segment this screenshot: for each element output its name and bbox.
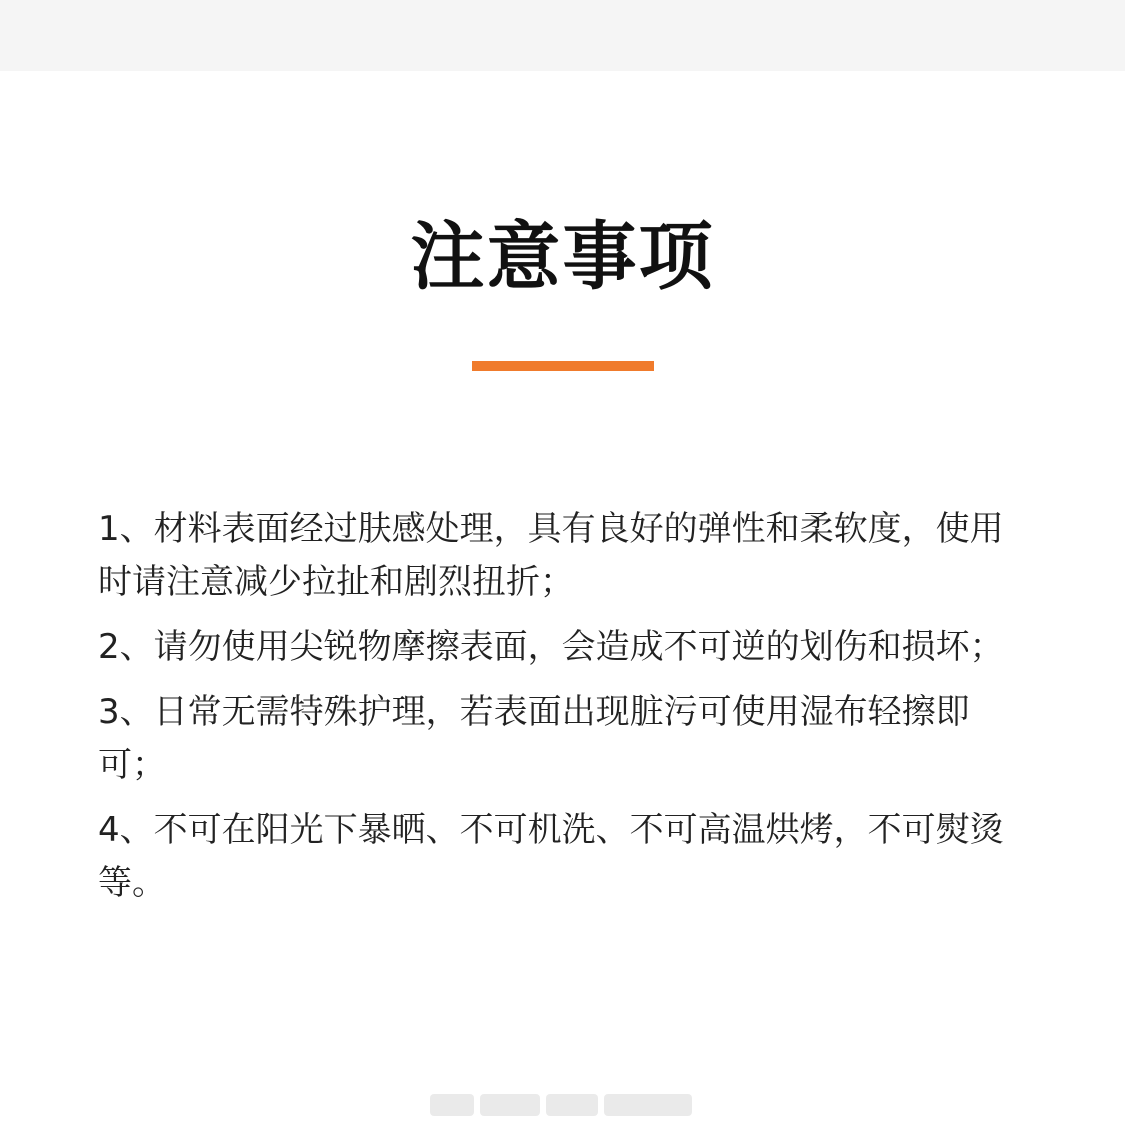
note-item: 3、日常无需特殊护理，若表面出现脏污可使用湿布轻擦即可； <box>98 692 970 785</box>
notes-list <box>98 503 1033 922</box>
note-item: 4、不可在阳光下暴晒、不可机洗、不可高温烘烤，不可熨烫等。 <box>98 810 1004 903</box>
title-underline-divider <box>472 361 654 371</box>
watermark-mark <box>546 1094 598 1116</box>
top-band <box>0 0 1125 71</box>
watermark-mark <box>480 1094 540 1116</box>
watermark <box>430 1092 692 1118</box>
watermark-mark <box>430 1094 474 1116</box>
watermark-mark <box>604 1094 692 1116</box>
page-title: 注意事项 <box>410 214 715 300</box>
note-item: 2、请勿使用尖锐物摩擦表面，会造成不可逆的划伤和损坏； <box>98 627 1004 667</box>
note-item: 1、材料表面经过肤感处理，具有良好的弹性和柔软度，使用时请注意减少拉扯和剧烈扭折； <box>98 509 1004 602</box>
